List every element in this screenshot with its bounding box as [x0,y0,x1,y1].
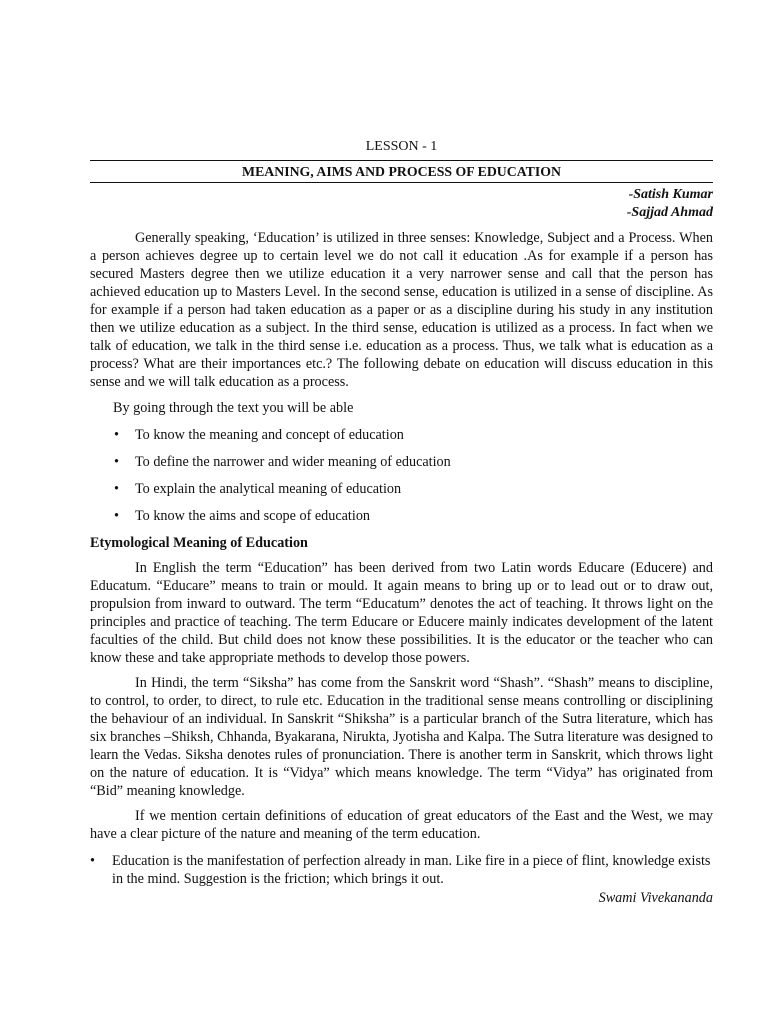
author-name: -Sajjad Ahmad [626,205,713,220]
body-paragraph: If we mention certain definitions of education of great educators of the East and the West, we may have a clear picture of the nature and meaning of the term education. [90,808,713,842]
lesson-title: MEANING, AIMS AND PROCESS OF EDUCATION [90,160,713,183]
bullet-icon: • [114,427,119,443]
objectives-lead: By going through the text you will be able [113,400,354,416]
lesson-label: LESSON - 1 [365,139,438,154]
list-item [90,480,713,498]
body-paragraph: In Hindi, the term “Siksha” has come from the Sanskrit word “Shash”. “Shash” means to discipline, to control, to order, to direct, to rule etc. Education in the traditional sense means controlling or disciplining the behaviour of an individual. In Sanskrit “Shiksha” is a particular branch of the Sutra literature, which has six branches –Shiksh, Chhanda, Byakarana, Nirukta, Jyotisha and Kalpa. The Sutra literature was designed to learn the Vedas. Siksha denotes rules of pronunciation. There is another term in Sanskrit, which throws light on the nature of education. It is “Vidya” which means knowledge. The term “Vidya” has originated from “Bid” meaning knowledge. [90,675,713,799]
list-item [90,507,713,525]
definition-quote [90,852,713,888]
intro-paragraph: Generally speaking, ‘Education’ is utilized in three senses: Knowledge, Subject and a Process. When a person achieves degree up to certain level we do not call it education .As for example if a person has secured Masters degree then we utilize education it a very narrower sense and call that the person has achieved education up to Masters Level. In the second sense, education is utilized in a sense of discipline. As for example if a person had taken education as a paper or as a discipline during his study in any institution then we utilize education as a subject. In the third sense, education is utilized as a process. In fact when we talk of education, we talk in the third sense i.e. education as a process. Thus, we talk what is education as a process? What are their importances etc.? The following debate on education will discuss education in this sense and we will talk education as a process. [90,230,713,390]
bullet-icon: • [114,508,119,524]
list-item-text: To explain the analytical meaning of education [135,481,402,497]
section-heading: Etymological Meaning of Education [90,535,308,551]
body-paragraph: In English the term “Education” has been derived from two Latin words Educare (Educere) and Educatum. “Educare” means to train or mould. It again means to bring up or to lead out or to draw out, propulsion from inward to outward. The term “Educatum” denotes the act of teaching. It throws light on the principles and practice of teaching. The term Educare or Educere mainly indicates development of the latent faculties of the child. But child does not know these possibilities. It is the educator or the teacher who can know these and take appropriate methods to develop those powers. [90,560,713,666]
bullet-icon: • [90,853,95,869]
objectives-list [90,426,713,525]
definition-author: Swami Vivekananda [598,890,713,906]
list-item [90,453,713,471]
list-item [90,426,713,444]
list-item-text: To define the narrower and wider meaning of education [135,454,451,470]
list-item-text: To know the aims and scope of education [135,508,371,524]
definition-text: Education is the manifestation of perfection already in man. Like fire in a piece of flint, knowledge exists in the mind. Suggestion is the friction; which brings it out. [112,853,711,887]
list-item-text: To know the meaning and concept of education [135,427,404,443]
bullet-icon: • [114,454,119,470]
document-page [90,138,713,907]
bullet-icon: • [114,481,119,497]
author-list [90,186,713,222]
author-name: -Satish Kumar [628,187,713,202]
